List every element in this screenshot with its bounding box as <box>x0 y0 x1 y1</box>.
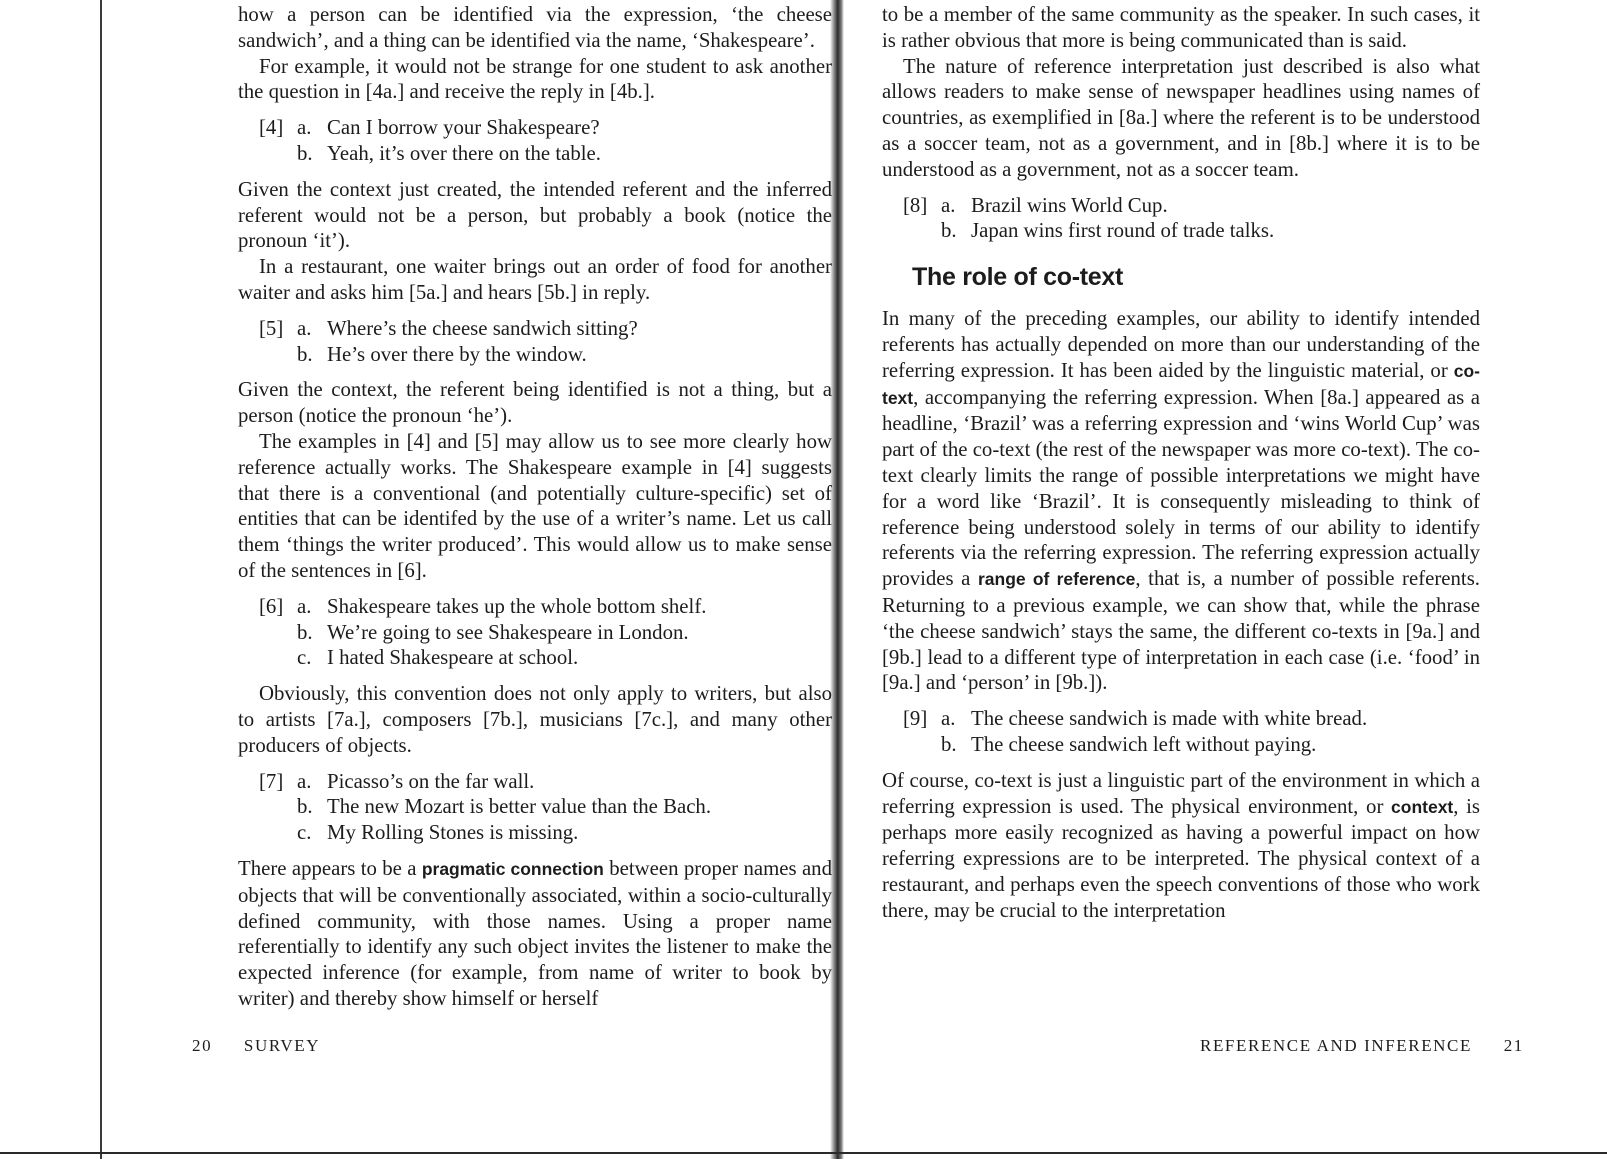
text-run: , is perhaps more easily recognized as having a powerful impact on how referring expressions are to be interpreted. The physical context of a restaurant, and perhaps even the speech conventions of those who work there, may be crucial to the interpretation <box>882 794 1480 922</box>
example-text: We’re going to see Shakespeare in London. <box>327 620 689 644</box>
example-4b <box>238 141 832 167</box>
example-letter: b. <box>297 141 313 165</box>
example-letter: b. <box>941 219 957 243</box>
running-head: SURVEY <box>243 1036 321 1055</box>
example-number: [5] <box>259 316 284 340</box>
example-letter: a. <box>297 769 312 793</box>
example-text: Shakespeare takes up the whole bottom shelf. <box>327 594 707 618</box>
example-7b <box>238 794 832 820</box>
running-head: REFERENCE AND INFERENCE <box>1200 1036 1472 1055</box>
example-letter: b. <box>297 795 313 819</box>
example-text: Yeah, it’s over there on the table. <box>327 141 601 165</box>
text-run: In many of the preceding examples, our ability to identify intended referents has actually depended on more than our understanding of the referring expression. It has been aided by the linguistic material, or <box>882 307 1480 382</box>
key-term: pragmatic connection <box>421 858 604 879</box>
key-term: context <box>1391 796 1454 817</box>
paragraph: For example, it would not be strange for one student to ask another the question in [4a.] and receive the reply in [4b.]. <box>238 54 832 104</box>
example-text: My Rolling Stones is missing. <box>327 821 579 845</box>
example-4a <box>238 115 832 141</box>
example-letter: a. <box>941 193 956 217</box>
left-page <box>238 0 832 1012</box>
example-number: [6] <box>259 594 284 618</box>
example-letter: c. <box>297 821 312 845</box>
example-letter: b. <box>297 620 313 644</box>
example-letter: a. <box>297 316 312 340</box>
example-7c <box>238 820 832 846</box>
example-text: Brazil wins World Cup. <box>971 193 1168 217</box>
example-6b <box>238 620 832 646</box>
key-term: co-text <box>882 360 1480 408</box>
paragraph: The examples in [4] and [5] may allow us to see more clearly how reference actually works. The Shakespeare example in [4] suggests that there is a conventional (and potentially culture-specific) set of entities that can be identifed by the use of a writer’s name. Let us call them ‘things the writer produced’. This would allow us to make sense of the sentences in [6]. <box>238 429 832 582</box>
example-number: [8] <box>903 193 928 217</box>
example-letter: c. <box>297 646 312 670</box>
page-bottom-edge <box>0 1152 1607 1154</box>
example-text: He’s over there by the window. <box>327 342 587 366</box>
example-number: [4] <box>259 116 284 140</box>
example-letter: a. <box>297 116 312 140</box>
text-run: Of course, co-text is just a linguistic part of the environment in which a referring expression is used. The physical environment, or <box>882 768 1480 818</box>
example-letter: a. <box>297 594 312 618</box>
example-text: Japan wins first round of trade talks. <box>971 219 1275 243</box>
example-8b <box>882 218 1480 244</box>
section-heading: The role of co-text <box>912 263 1123 292</box>
right-page <box>882 0 1480 924</box>
page-edge-left <box>100 0 102 1159</box>
paragraph: Given the context just created, the intended referent and the inferred referent would not be a person, but probably a book (notice the pronoun ‘it’). <box>238 177 832 253</box>
example-text: Where’s the cheese sandwich sitting? <box>327 316 638 340</box>
example-5a <box>238 316 832 342</box>
paragraph: how a person can be identified via the expression, ‘the cheese sandwich’, and a thing can be identified via the name, ‘Shakespeare’. <box>238 3 832 52</box>
footer-right <box>1200 1036 1524 1056</box>
example-text: The new Mozart is better value than the Bach. <box>327 795 712 819</box>
key-term: range of reference <box>977 569 1136 590</box>
page-number: 20 <box>192 1036 213 1055</box>
text-run: , that is, a number of possible referents. Returning to a previous example, we can show that, while the phrase ‘the cheese sandwich’ stays the same, the different co-texts in [9a.] and [9b.] lead to a different type of interpretation in each case (i.e. ‘food’ in [9a.] and ‘person’ in [9b.]). <box>882 567 1480 695</box>
paragraph <box>882 306 1480 696</box>
example-letter: b. <box>941 732 957 756</box>
example-text: I hated Shakespeare at school. <box>327 646 579 670</box>
example-6a <box>238 594 832 620</box>
page-number: 21 <box>1503 1036 1524 1055</box>
example-text: The cheese sandwich is made with white bread. <box>971 707 1368 731</box>
example-5b <box>238 342 832 368</box>
book-gutter <box>830 0 844 1159</box>
example-number: [7] <box>259 769 284 793</box>
example-text: Picasso’s on the far wall. <box>327 769 535 793</box>
example-8a <box>882 193 1480 219</box>
paragraph <box>238 856 832 1012</box>
paragraph: to be a member of the same community as the speaker. In such cases, it is rather obvious that more is being communicated than is said. <box>882 3 1480 52</box>
example-letter: b. <box>297 342 313 366</box>
paragraph <box>882 768 1480 924</box>
example-letter: a. <box>941 707 956 731</box>
paragraph: Given the context, the referent being identified is not a thing, but a person (notice the pronoun ‘he’). <box>238 378 832 428</box>
text-run: There appears to be a <box>238 856 417 880</box>
example-9b <box>882 732 1480 758</box>
example-number: [9] <box>903 707 928 731</box>
paragraph: The nature of reference interpretation just described is also what allows readers to make sense of newspaper headlines using names of countries, as exemplified in [8a.] where the referent is to be understood as a soccer team, not as a government, and in [8b.] where it is to be understood as a government, not as a soccer team. <box>882 54 1480 181</box>
example-text: The cheese sandwich left without paying. <box>971 732 1317 756</box>
paragraph: Obviously, this convention does not only apply to writers, but also to artists [7a.], composers [7b.], musicians [7c.], and many other producers of objects. <box>238 682 832 757</box>
footer-left <box>192 1036 320 1056</box>
text-run: between proper names and objects that will be conventionally associated, within a socio-culturally defined community, with those names. Using a proper name referentially to identify any such object invites the listener to make the expected inference (for example, from name of writer to book by writer) and thereby show himself or herself <box>238 856 832 1010</box>
example-7a <box>238 769 832 795</box>
text-run: , accompanying the referring expression. When [8a.] appeared as a headline, ‘Brazil’ was a referring expression and ‘wins World Cup’ was part of the co-text (the rest of the newspaper was more co-text). The co-text clearly limits the range of possible interpretations we might have for a word like ‘Brazil’. It is consequently misleading to think of reference being understood solely in terms of our ability to identify referents via the referring expression. The referring expression actually provides a <box>882 385 1480 591</box>
example-text: Can I borrow your Shakespeare? <box>327 116 600 140</box>
example-9a <box>882 706 1480 732</box>
paragraph: In a restaurant, one waiter brings out an order of food for another waiter and asks him [5a.] and hears [5b.] in reply. <box>238 255 832 304</box>
example-6c <box>238 645 832 671</box>
